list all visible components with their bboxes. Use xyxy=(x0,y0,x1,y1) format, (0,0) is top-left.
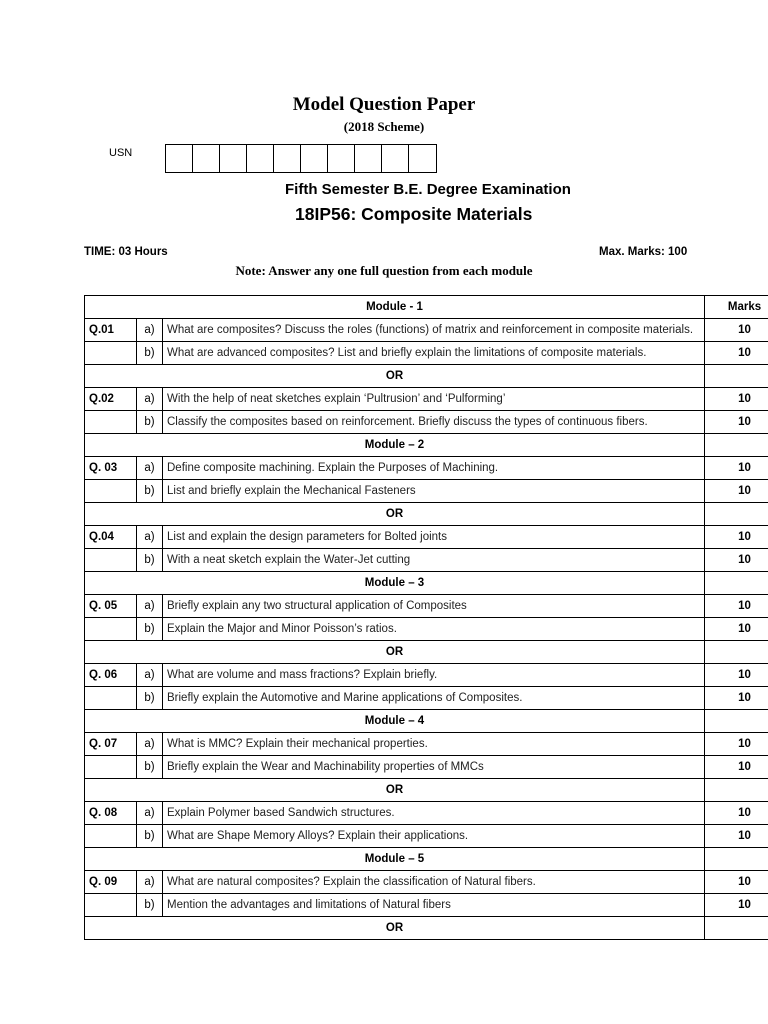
question-text: With the help of neat sketches explain ‘Pultrusion’ and ‘Pulforming’ xyxy=(163,388,705,411)
question-part: b) xyxy=(137,825,163,848)
question-marks: 10 xyxy=(705,549,768,572)
question-row xyxy=(85,664,768,687)
exam-time: TIME: 03 Hours xyxy=(84,246,168,258)
or-row xyxy=(85,917,768,940)
question-table xyxy=(84,295,768,940)
question-part: b) xyxy=(137,549,163,572)
question-number: Q.02 xyxy=(85,388,137,411)
question-marks: 10 xyxy=(705,618,768,641)
question-marks: 10 xyxy=(705,756,768,779)
marks-cell xyxy=(705,779,768,802)
or-label: OR xyxy=(85,779,705,802)
question-marks: 10 xyxy=(705,595,768,618)
question-number: Q.04 xyxy=(85,526,137,549)
module-label: Module - 1 xyxy=(85,296,705,319)
question-marks: 10 xyxy=(705,802,768,825)
question-row xyxy=(85,618,768,641)
question-text: Classify the composites based on reinforcement. Briefly discuss the types of continuous fibers. xyxy=(163,411,705,434)
question-marks: 10 xyxy=(705,457,768,480)
module-row xyxy=(85,848,768,871)
question-number: Q. 09 xyxy=(85,871,137,894)
question-row xyxy=(85,871,768,894)
marks-cell xyxy=(705,848,768,871)
question-marks: 10 xyxy=(705,319,768,342)
module-row xyxy=(85,710,768,733)
marks-cell xyxy=(705,641,768,664)
question-text: Briefly explain the Automotive and Marine applications of Composites. xyxy=(163,687,705,710)
question-row xyxy=(85,480,768,503)
question-number xyxy=(85,549,137,572)
question-number xyxy=(85,618,137,641)
or-label: OR xyxy=(85,917,705,940)
question-number xyxy=(85,894,137,917)
usn-label: USN xyxy=(109,147,133,159)
or-row xyxy=(85,365,768,388)
question-row xyxy=(85,894,768,917)
module-row xyxy=(85,434,768,457)
usn-box xyxy=(382,145,409,172)
question-text: Mention the advantages and limitations of Natural fibers xyxy=(163,894,705,917)
usn-box xyxy=(220,145,247,172)
question-text: List and briefly explain the Mechanical Fasteners xyxy=(163,480,705,503)
question-row xyxy=(85,457,768,480)
question-row xyxy=(85,733,768,756)
module-row xyxy=(85,296,768,319)
question-number: Q. 07 xyxy=(85,733,137,756)
question-number: Q.01 xyxy=(85,319,137,342)
question-row xyxy=(85,319,768,342)
question-row xyxy=(85,802,768,825)
question-part: b) xyxy=(137,894,163,917)
usn-box xyxy=(274,145,301,172)
question-number: Q. 06 xyxy=(85,664,137,687)
question-marks: 10 xyxy=(705,733,768,756)
question-marks: 10 xyxy=(705,894,768,917)
question-number xyxy=(85,825,137,848)
question-number: Q. 03 xyxy=(85,457,137,480)
question-text: What are Shape Memory Alloys? Explain their applications. xyxy=(163,825,705,848)
or-label: OR xyxy=(85,641,705,664)
exam-note: Note: Answer any one full question from each module xyxy=(235,263,533,278)
question-part: a) xyxy=(137,802,163,825)
question-part: a) xyxy=(137,526,163,549)
question-part: a) xyxy=(137,664,163,687)
question-part: b) xyxy=(137,480,163,503)
question-row xyxy=(85,388,768,411)
question-marks: 10 xyxy=(705,411,768,434)
or-label: OR xyxy=(85,365,705,388)
question-number xyxy=(85,687,137,710)
question-text: What are advanced composites? List and briefly explain the limitations of composite materials. xyxy=(163,342,705,365)
module-label: Module – 2 xyxy=(85,434,705,457)
question-text: What is MMC? Explain their mechanical properties. xyxy=(163,733,705,756)
question-row xyxy=(85,595,768,618)
question-marks: 10 xyxy=(705,342,768,365)
question-text: Explain Polymer based Sandwich structures. xyxy=(163,802,705,825)
page-title: Model Question Paper xyxy=(292,94,476,115)
exam-title: Fifth Semester B.E. Degree Examination xyxy=(285,181,571,198)
question-part: b) xyxy=(137,411,163,434)
subject-title: 18IP56: Composite Materials xyxy=(295,204,533,224)
question-text: Briefly explain the Wear and Machinability properties of MMCs xyxy=(163,756,705,779)
marks-cell xyxy=(705,572,768,595)
question-part: b) xyxy=(137,618,163,641)
question-marks: 10 xyxy=(705,526,768,549)
question-marks: 10 xyxy=(705,480,768,503)
usn-boxes xyxy=(165,144,437,173)
question-table-body xyxy=(85,296,768,940)
question-part: b) xyxy=(137,342,163,365)
question-row xyxy=(85,526,768,549)
question-marks: 10 xyxy=(705,664,768,687)
question-row xyxy=(85,342,768,365)
question-number xyxy=(85,756,137,779)
marks-cell xyxy=(705,710,768,733)
usn-box xyxy=(328,145,355,172)
question-text: List and explain the design parameters for Bolted joints xyxy=(163,526,705,549)
question-part: a) xyxy=(137,733,163,756)
or-label: OR xyxy=(85,503,705,526)
question-marks: 10 xyxy=(705,687,768,710)
question-row xyxy=(85,687,768,710)
question-marks: 10 xyxy=(705,825,768,848)
question-row xyxy=(85,756,768,779)
question-part: a) xyxy=(137,388,163,411)
question-number: Q. 05 xyxy=(85,595,137,618)
question-marks: 10 xyxy=(705,388,768,411)
usn-box xyxy=(247,145,274,172)
marks-cell xyxy=(705,365,768,388)
usn-box xyxy=(409,145,436,172)
question-number xyxy=(85,411,137,434)
marks-cell xyxy=(705,434,768,457)
question-row xyxy=(85,549,768,572)
question-number: Q. 08 xyxy=(85,802,137,825)
question-part: a) xyxy=(137,457,163,480)
usn-box xyxy=(166,145,193,172)
module-row xyxy=(85,572,768,595)
question-part: b) xyxy=(137,687,163,710)
question-part: a) xyxy=(137,871,163,894)
question-number xyxy=(85,342,137,365)
or-row xyxy=(85,641,768,664)
question-part: a) xyxy=(137,595,163,618)
question-text: What are natural composites? Explain the classification of Natural fibers. xyxy=(163,871,705,894)
or-row xyxy=(85,503,768,526)
module-label: Module – 4 xyxy=(85,710,705,733)
usn-box xyxy=(301,145,328,172)
question-part: a) xyxy=(137,319,163,342)
question-marks: 10 xyxy=(705,871,768,894)
question-text: Briefly explain any two structural application of Composites xyxy=(163,595,705,618)
marks-cell xyxy=(705,917,768,940)
marks-cell xyxy=(705,503,768,526)
question-part: b) xyxy=(137,756,163,779)
module-label: Module – 3 xyxy=(85,572,705,595)
question-text: With a neat sketch explain the Water-Jet cutting xyxy=(163,549,705,572)
question-row xyxy=(85,411,768,434)
question-number xyxy=(85,480,137,503)
usn-box xyxy=(193,145,220,172)
scheme-label: (2018 Scheme) xyxy=(343,119,425,134)
question-text: Explain the Major and Minor Poisson’s ratios. xyxy=(163,618,705,641)
or-row xyxy=(85,779,768,802)
question-row xyxy=(85,825,768,848)
question-text: Define composite machining. Explain the Purposes of Machining. xyxy=(163,457,705,480)
question-text: What are volume and mass fractions? Explain briefly. xyxy=(163,664,705,687)
marks-header: Marks xyxy=(705,296,768,319)
usn-box xyxy=(355,145,382,172)
module-label: Module – 5 xyxy=(85,848,705,871)
question-text: What are composites? Discuss the roles (functions) of matrix and reinforcement in composite materials. xyxy=(163,319,705,342)
max-marks: Max. Marks: 100 xyxy=(599,246,688,258)
